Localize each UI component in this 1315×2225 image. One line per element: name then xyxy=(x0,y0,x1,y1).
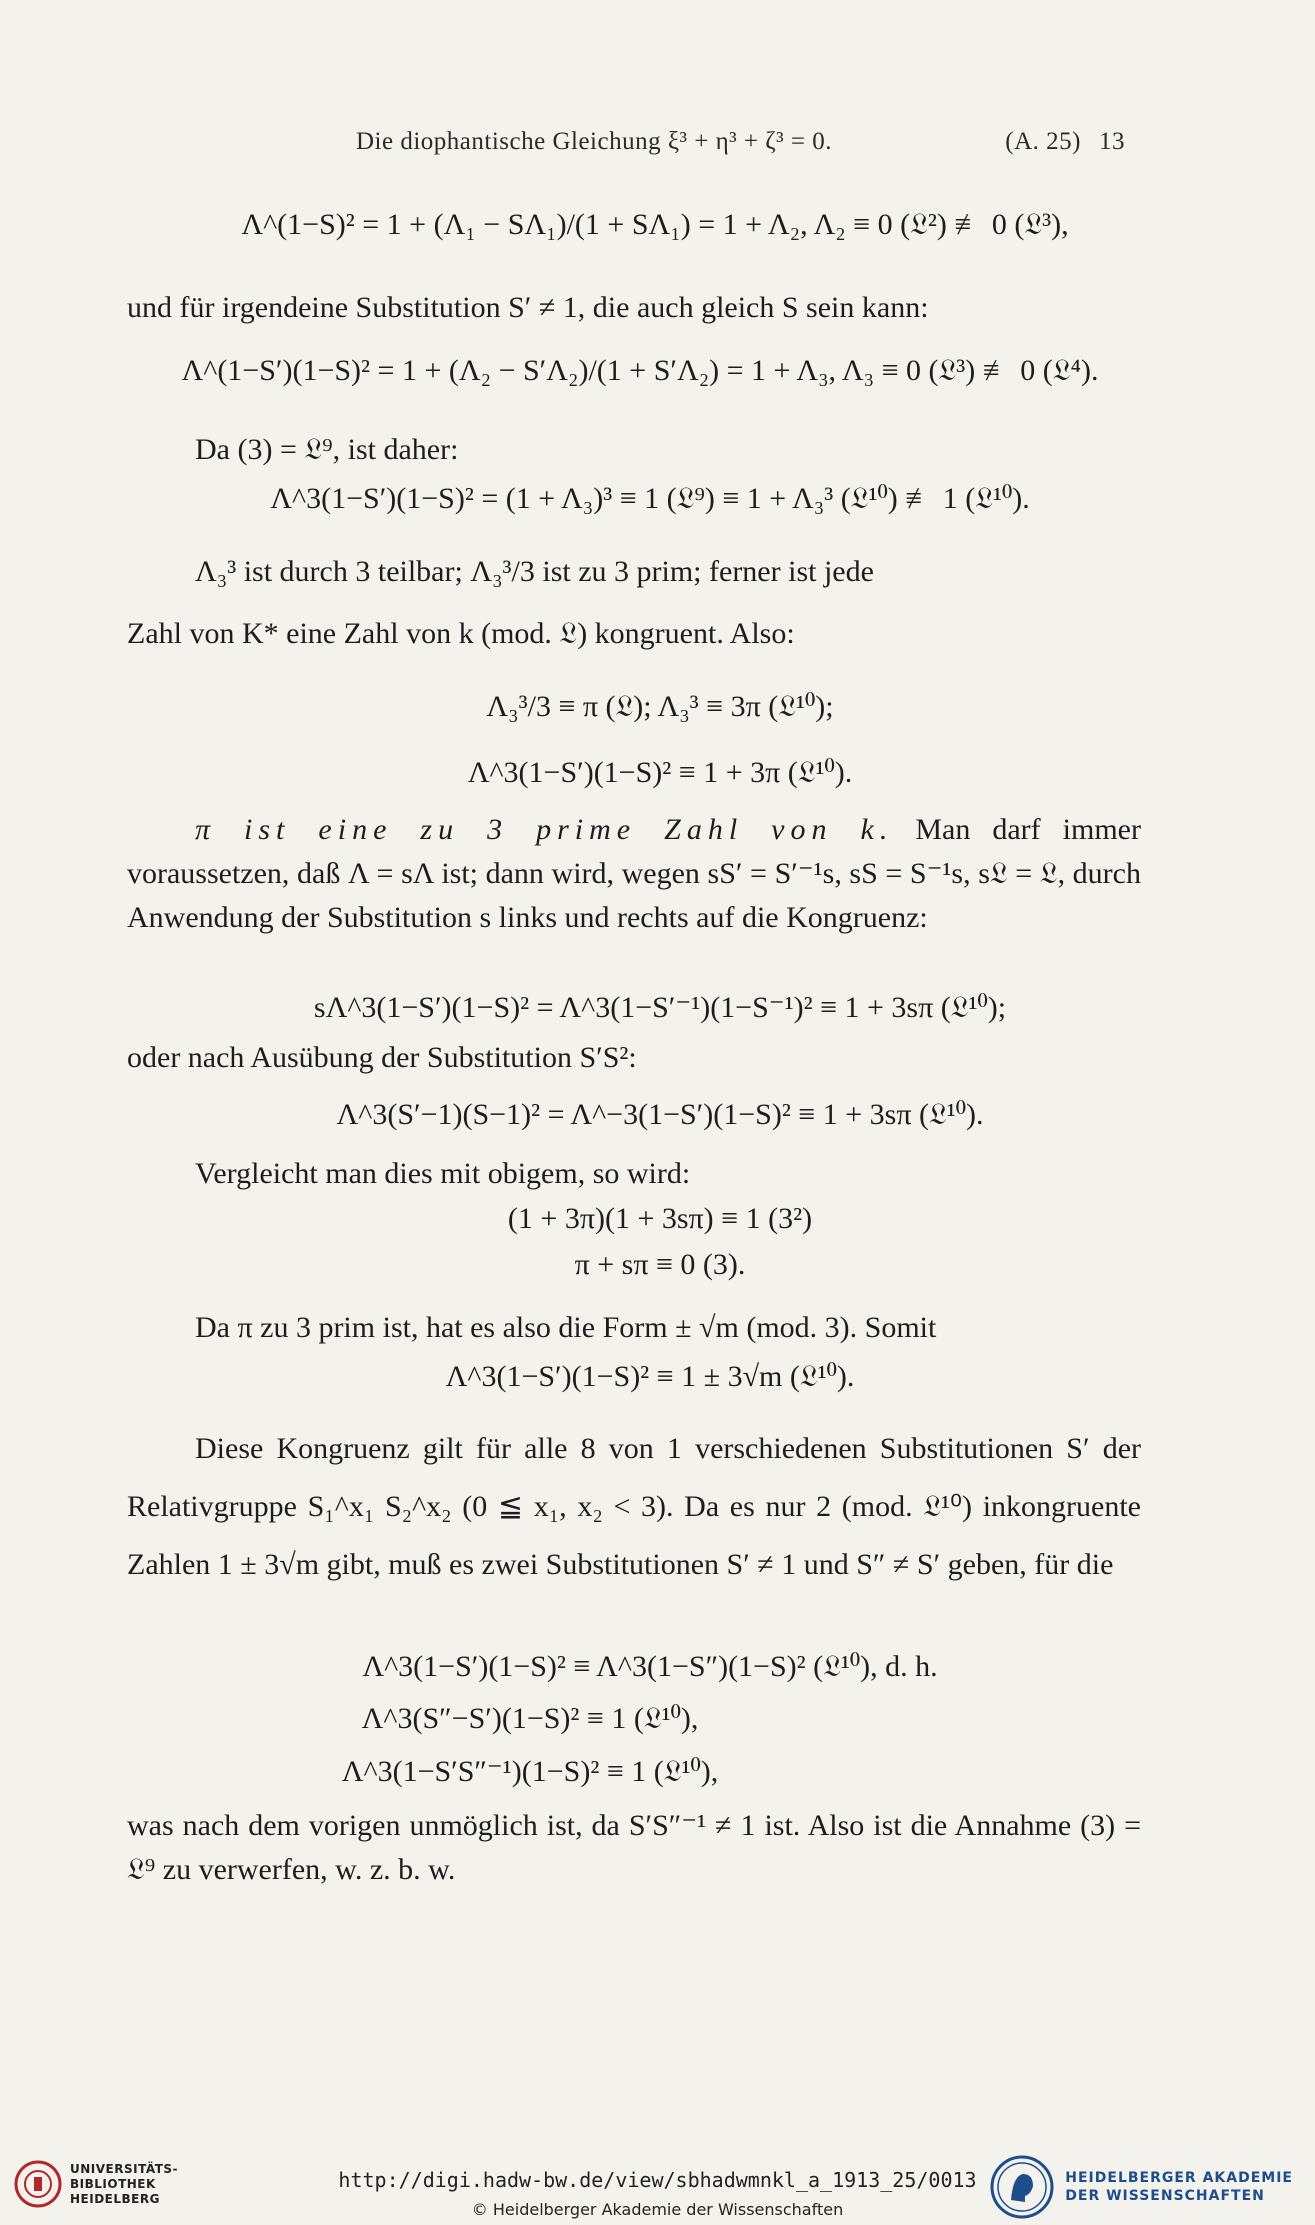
equation-9: π + sπ ≡ 0 (3). xyxy=(574,1248,746,1281)
copyright-notice: © Heidelberger Akademie der Wissenschaften xyxy=(471,2200,844,2219)
paragraph-4 xyxy=(127,808,1141,940)
paragraph-1: und für irgendeine Substitution S′ ≠ 1, die auch gleich S sein kann: xyxy=(127,291,929,324)
running-title: Die diophantische Gleichung ξ³ + η³ + ζ³ = 0. xyxy=(356,128,832,155)
paragraph-6: Vergleicht man dies mit obigem, so wird: xyxy=(195,1157,691,1190)
equation-1: Λ^(1−S)² = 1 + (Λ₁ − SΛ₁)/(1 + SΛ₁) = 1 + Λ₂, Λ₂ ≡ 0 (𝔏²) ≢ 0 (𝔏³), xyxy=(241,208,1069,241)
paragraph-7: Da π zu 3 prim ist, hat es also die Form ± √m (mod. 3). Somit xyxy=(195,1311,937,1344)
spaced-emphasis: π ist eine zu 3 prime Zahl von k. xyxy=(195,813,894,846)
source-url[interactable]: http://digi.hadw-bw.de/view/sbhadwmnkl_a_1913_25/0013 xyxy=(338,2168,977,2192)
equation-13: Λ^3(1−S′S″⁻¹)(1−S)² ≡ 1 (𝔏¹⁰), xyxy=(341,1755,719,1788)
equation-12: Λ^3(S″−S′)(1−S)² ≡ 1 (𝔏¹⁰), xyxy=(361,1702,699,1735)
equation-3: Λ^3(1−S′)(1−S)² = (1 + Λ₃)³ ≡ 1 (𝔏⁹) ≡ 1 + Λ₃³ (𝔏¹⁰) ≢ 1 (𝔏¹⁰). xyxy=(270,482,1030,515)
running-header xyxy=(356,128,1125,156)
equation-5: Λ^3(1−S′)(1−S)² ≡ 1 + 3π (𝔏¹⁰). xyxy=(467,756,853,789)
paragraph-3b: Zahl von K* eine Zahl von k (mod. 𝔏) kongruent. Also: xyxy=(127,617,795,650)
academy-logo xyxy=(989,2154,1293,2220)
paragraph-3a: Λ₃³ ist durch 3 teilbar; Λ₃³/3 ist zu 3 prim; ferner ist jede xyxy=(195,555,874,588)
equation-2: Λ^(1−S′)(1−S)² = 1 + (Λ₂ − S′Λ₂)/(1 + S′Λ₂) = 1 + Λ₃, Λ₃ ≡ 0 (𝔏³) ≢ 0 (𝔏⁴). xyxy=(181,354,1099,387)
academy-line-1: HEIDELBERGER AKADEMIE xyxy=(1065,2170,1293,2186)
section-label: (A. 25) xyxy=(1005,128,1081,155)
uni-line-2: BIBLIOTHEK xyxy=(70,2176,156,2191)
equation-6: sΛ^3(1−S′)(1−S)² = Λ^3(1−S′⁻¹)(1−S⁻¹)² ≡ 1 + 3sπ (𝔏¹⁰); xyxy=(313,991,1007,1024)
equation-4: Λ₃³/3 ≡ π (𝔏); Λ₃³ ≡ 3π (𝔏¹⁰); xyxy=(486,690,834,723)
footer xyxy=(0,2150,1315,2225)
equation-7: Λ^3(S′−1)(S−1)² = Λ^−3(1−S′)(1−S)² ≡ 1 + 3sπ (𝔏¹⁰). xyxy=(336,1098,984,1131)
equation-11: Λ^3(1−S′)(1−S)² ≡ Λ^3(1−S″)(1−S)² (𝔏¹⁰), d. h. xyxy=(362,1650,938,1683)
paragraph-9: was nach dem vorigen unmöglich ist, da S′S″⁻¹ ≠ 1 ist. Also ist die Annahme (3) = 𝔏⁹ zu verwerfen, w. z. b. w. xyxy=(127,1809,1141,1886)
equation-8: (1 + 3π)(1 + 3sπ) ≡ 1 (3²) xyxy=(507,1202,813,1235)
academy-line-2: DER WISSENSCHAFTEN xyxy=(1065,2188,1265,2204)
equation-10: Λ^3(1−S′)(1−S)² ≡ 1 ± 3√m (𝔏¹⁰). xyxy=(445,1360,855,1393)
paragraph-8: Diese Kongruenz gilt für alle 8 von 1 verschiedenen Substitutionen S′ der Relativgruppe S₁^x₁ S₂^x₂ (0 ≦ x₁, x₂ < 3). Da es nur 2 (mod. 𝔏¹⁰) inkongruente Zahlen 1 ± 3√m gibt, muß es zwei Substitutionen S′ ≠ 1 und S″ ≠ S′ geben, für die xyxy=(127,1432,1141,1581)
paragraph-5: oder nach Ausübung der Substitution S′S²: xyxy=(127,1041,637,1074)
academy-seal-icon xyxy=(989,2154,1055,2220)
page-number: 13 xyxy=(1099,128,1125,155)
paragraph-2: Da (3) = 𝔏⁹, ist daher: xyxy=(195,433,459,466)
uni-line-1: UNIVERSITÄTS- xyxy=(70,2161,179,2176)
uni-line-3: HEIDELBERG xyxy=(70,2191,160,2206)
paragraph-4-rest: Man darf immer voraussetzen, daß Λ = sΛ ist; dann wird, wegen sS′ = S′⁻¹s, sS = S⁻¹s, s𝔏 = 𝔏, durch Anwendung der Substitution s links und rechts auf die Kongruenz: xyxy=(127,813,1141,934)
